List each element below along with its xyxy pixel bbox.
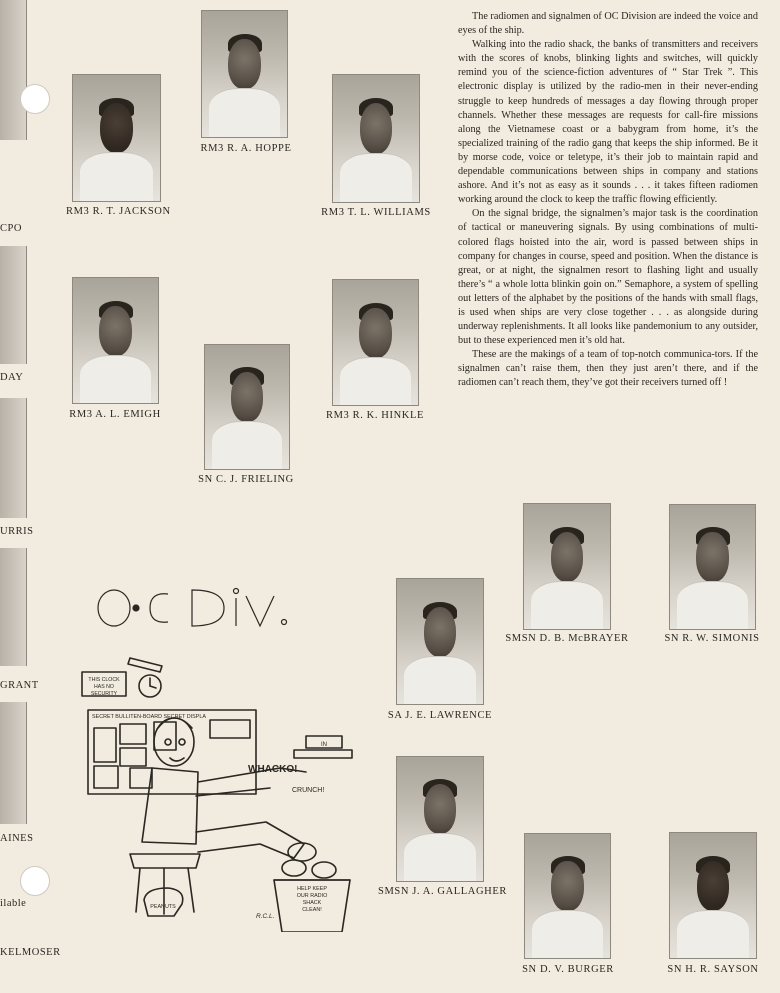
basket-sign-line-4: CLEAN!: [302, 907, 322, 913]
edge-caption-2: DAY: [0, 372, 24, 383]
article-paragraph-1: The radiomen and signalmen of OC Division are indeed the voice and eyes of the ship.: [458, 11, 758, 37]
portrait-jackson: [72, 74, 161, 202]
article-paragraph-2: Walking into the radio shack, the banks of transmitters and receivers with the scores of knobs, blinking lights and switches, will quickly remind you of the science-fiction adventures of “ Star Trek ”. This electronic display is utilized by the radio-men in their never-ending struggle to keep hundreds of messages a day flowing through proper channels. Whether these messages are requests for call-fire missions along the Vietnamese coast or a babygram from home, it’s the specialized training of the radio gang that keeps the ship informed. Be it by morse code, voice or teletype, it’s their job to maintain rapid and dependable communications between ships in company and stations ashore. And it’s not as easy as it sounds . . . it takes fifteen radiomen working around the clock to keep the traffic flowing efficiently.: [458, 39, 758, 206]
edge-caption-4: GRANT: [0, 680, 39, 691]
oc-division-cartoon: [70, 582, 370, 932]
clock-sign-line-2: HAS NO: [94, 684, 114, 690]
binder-hole-bottom: [20, 866, 50, 896]
caption-burger: SN D. V. BURGER: [522, 964, 614, 975]
caption-lawrence: SA J. E. LAWRENCE: [387, 710, 493, 721]
caption-simonis: SN R. W. SIMONIS: [664, 633, 760, 644]
edge-photo-5: [0, 702, 27, 824]
edge-photo-2: [0, 246, 27, 364]
figure-body: [142, 768, 198, 844]
portrait-emigh: [72, 277, 159, 404]
artist-signature: R.C.L.: [256, 913, 275, 920]
portrait-sayson: [669, 832, 757, 959]
edge-photo-1: [0, 0, 27, 140]
board-header-text: SECRET BULLITEN-BOARD SECRET DISPLA: [92, 714, 206, 720]
basket-sign-line-1: HELP KEEP: [297, 886, 327, 892]
edge-caption-3: URRIS: [0, 526, 34, 537]
clock-sign-line-1: THIS CLOCK: [88, 677, 120, 683]
clock-sign-line-3: SECURITY: [90, 691, 118, 697]
portrait-burger: [524, 833, 611, 959]
edge-photo-4: [0, 548, 27, 666]
portrait-mcbrayer: [523, 503, 611, 630]
caption-frieling: SN C. J. FRIELING: [198, 474, 294, 485]
edge-caption-7: KELMOSER: [0, 947, 61, 958]
stool: [130, 854, 200, 868]
portrait-williams: [332, 74, 420, 203]
edge-caption-1: CPO: [0, 223, 22, 234]
edge-caption-6: ilable: [0, 898, 27, 909]
edge-caption-5: AINES: [0, 833, 34, 844]
caption-hoppe: RM3 R. A. HOPPE: [200, 143, 292, 154]
crunch-text: CRUNCH!: [292, 787, 325, 794]
binder-hole-top: [20, 84, 50, 114]
whacko-text: WHACKO!: [248, 764, 298, 775]
caption-mcbrayer: SMSN D. B. McBRAYER: [505, 633, 629, 644]
caption-jackson: RM3 R. T. JACKSON: [66, 206, 171, 217]
article-text: [458, 10, 758, 391]
caption-hinkle: RM3 R. K. HINKLE: [326, 410, 424, 421]
basket-sign-line-3: SHACK: [302, 900, 322, 906]
basket-sign-line-2: OUR RADIO: [296, 893, 328, 899]
portrait-gallagher: [396, 756, 484, 882]
in-tray-label: IN: [321, 742, 327, 748]
portrait-hinkle: [332, 279, 419, 406]
caption-gallagher: SMSN J. A. GALLAGHER: [378, 886, 507, 897]
portrait-simonis: [669, 504, 756, 630]
edge-photo-3: [0, 398, 27, 518]
portrait-lawrence: [396, 578, 484, 705]
portrait-frieling: [204, 344, 290, 470]
article-paragraph-4: These are the makings of a team of top-notch communica-tors. If the signalmen can’t raise them, then they just aren’t there, and if the radiomen can’t reach them, they’ve got their receivers turned off !: [458, 349, 758, 389]
caption-emigh: RM3 A. L. EMIGH: [69, 409, 161, 420]
peanuts-label: PEANUTS: [150, 904, 176, 910]
portrait-hoppe: [201, 10, 288, 138]
caption-sayson: SN H. R. SAYSON: [667, 964, 759, 975]
caption-williams: RM3 T. L. WILLIAMS: [321, 207, 431, 218]
article-paragraph-3: On the signal bridge, the signalmen’s major task is the coordination of tactical or maneuvering signals. By using combinations of multi-colored flags hoisted into the air, word is passed between ships in company for changes in course, speed and position. When the distance is great, or at night, the signalmen resort to flashing light and usually there’s “ a whole lotta blinkin goin on.” Semaphore, a system of spelling out letters of the alphabet by the positions of the hands with small flags, is used when ships are very close together . . . as alongside during underway replenishments. It all looks like pandemonium to any outsider, but to these experienced men it’s old hat.: [458, 208, 758, 347]
